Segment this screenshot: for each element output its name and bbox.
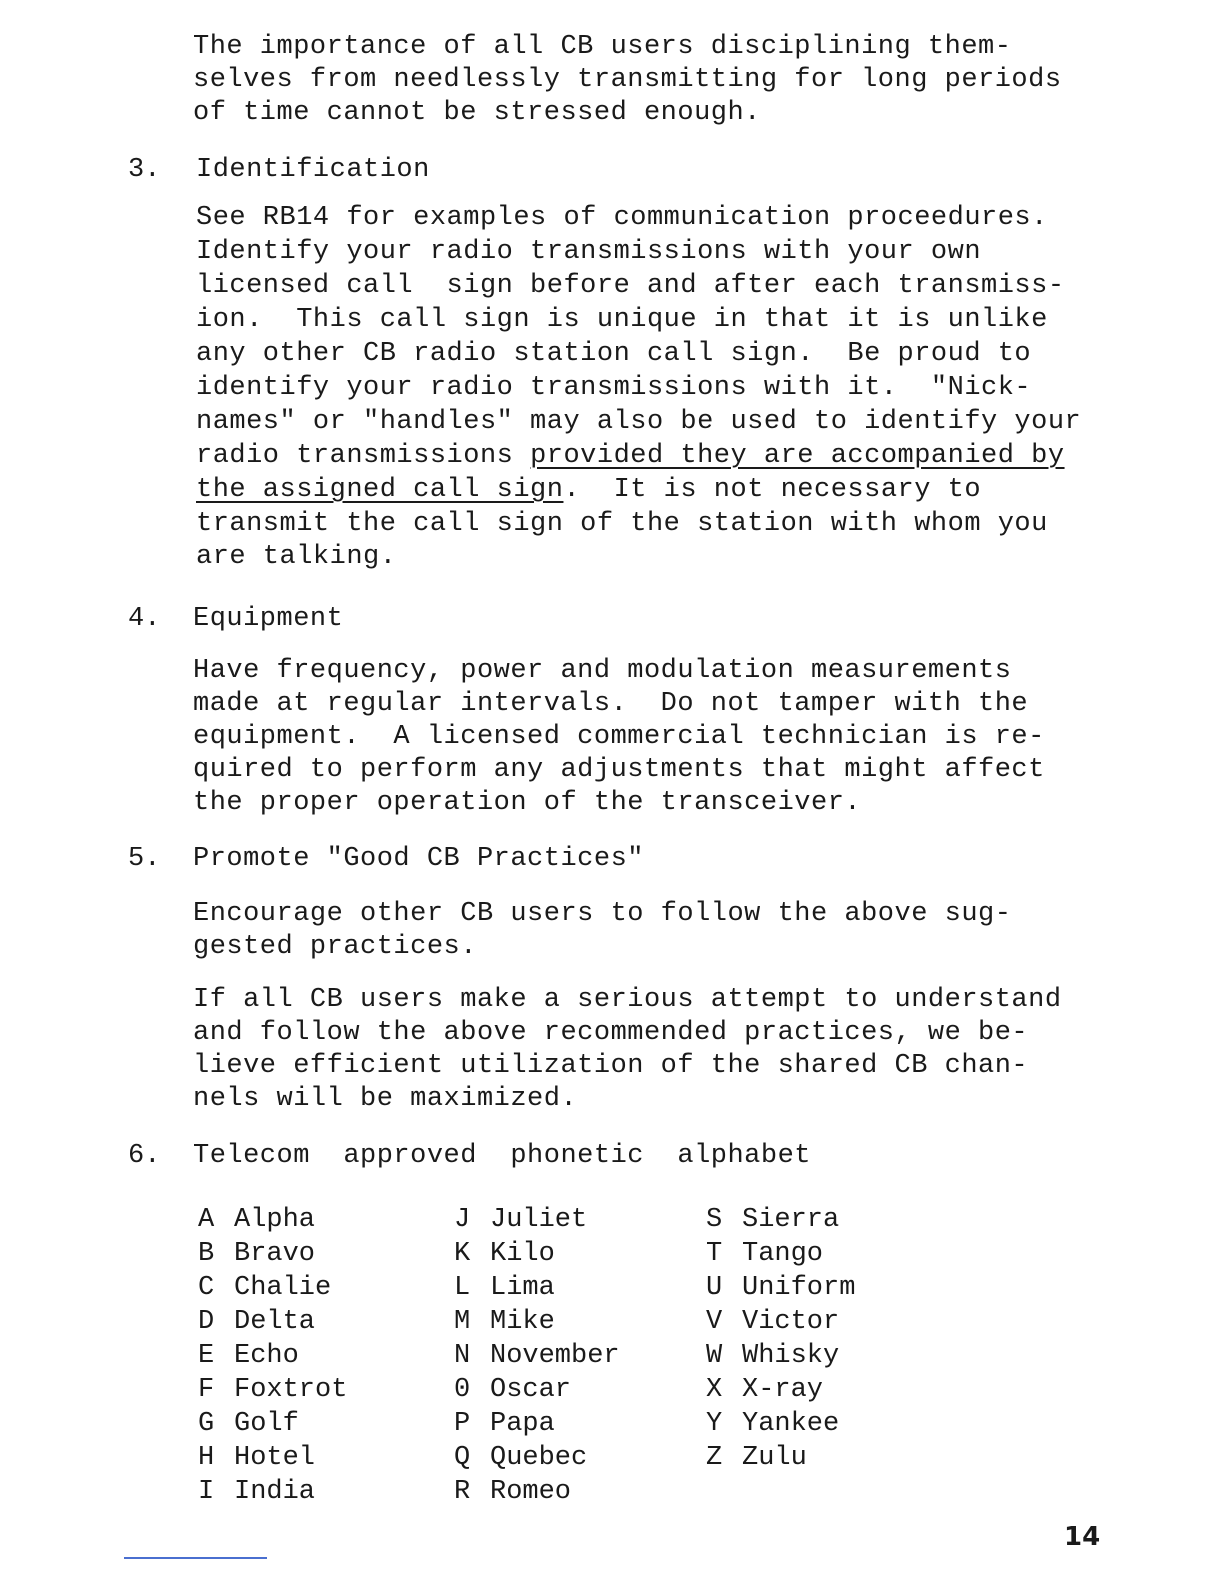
phonetic-word: Echo — [234, 1341, 299, 1371]
phonetic-entry — [454, 1237, 620, 1271]
phonetic-word: Sierra — [742, 1205, 840, 1235]
phonetic-word: Oscar — [490, 1375, 572, 1405]
phonetic-entry — [454, 1407, 620, 1441]
phonetic-letter: L — [454, 1273, 471, 1303]
phonetic-word: Juliet — [490, 1205, 588, 1235]
section-number: 5. — [128, 844, 161, 874]
phonetic-letter: N — [454, 1341, 471, 1371]
phonetic-entry — [706, 1339, 855, 1373]
phonetic-letter: S — [706, 1205, 723, 1235]
phonetic-entry — [454, 1271, 620, 1305]
phonetic-letter: B — [198, 1239, 215, 1269]
paragraph-line: and follow the above recommended practices, we be- — [193, 1018, 1029, 1048]
paragraph-line: gested practices. — [193, 932, 477, 962]
phonetic-entry — [706, 1305, 855, 1339]
paragraph-line: made at regular intervals. Do not tamper with the — [193, 689, 1029, 719]
paragraph-line: Encourage other CB users to follow the above sug- — [193, 899, 1012, 929]
paragraph-line: nels will be maximized. — [193, 1084, 578, 1114]
paragraph-line: the proper operation of the transceiver. — [193, 788, 862, 818]
phonetic-word: Uniform — [742, 1273, 856, 1303]
phonetic-word: X-ray — [742, 1375, 824, 1405]
phonetic-entry — [198, 1203, 347, 1237]
phonetic-entry — [706, 1271, 855, 1305]
phonetic-entry — [198, 1339, 347, 1373]
paragraph-line: See RB14 for examples of communication proceedures. — [196, 203, 1048, 233]
phonetic-entry — [198, 1407, 347, 1441]
phonetic-letter: U — [706, 1273, 723, 1303]
phonetic-letter: J — [454, 1205, 471, 1235]
paragraph-line: transmit the call sign of the station with whom you — [196, 509, 1048, 539]
phonetic-word: Mike — [490, 1307, 555, 1337]
phonetic-word: Victor — [742, 1307, 840, 1337]
phonetic-entry — [706, 1407, 855, 1441]
paragraph-line: lieve efficient utilization of the shared CB chan- — [193, 1051, 1029, 1081]
phonetic-word: Zulu — [742, 1443, 807, 1473]
section-number: 3. — [128, 155, 161, 185]
phonetic-word: November — [490, 1341, 620, 1371]
paragraph-line: equipment. A licensed commercial technician is re- — [193, 722, 1045, 752]
phonetic-word: India — [234, 1477, 316, 1507]
phonetic-letter: C — [198, 1273, 215, 1303]
paragraph-line — [196, 441, 1065, 471]
phonetic-entry — [454, 1373, 620, 1407]
phonetic-entry — [198, 1373, 347, 1407]
phonetic-word: Golf — [234, 1409, 299, 1439]
paragraph-line: are talking. — [196, 542, 397, 572]
plain-text: . It is not necessary to — [563, 475, 982, 505]
phonetic-word: Whisky — [742, 1341, 840, 1371]
intro-line: selves from needlessly transmitting for long periods — [193, 65, 1062, 95]
phonetic-column-1 — [198, 1203, 347, 1509]
phonetic-column-2 — [454, 1203, 620, 1509]
phonetic-letter: X — [706, 1375, 723, 1405]
phonetic-word: Alpha — [234, 1205, 316, 1235]
paragraph-line: licensed call sign before and after each transmiss- — [196, 271, 1065, 301]
phonetic-entry — [706, 1441, 855, 1475]
intro-line: of time cannot be stressed enough. — [193, 98, 761, 128]
phonetic-entry — [706, 1237, 855, 1271]
phonetic-letter: Y — [706, 1409, 723, 1439]
phonetic-entry — [198, 1441, 347, 1475]
phonetic-entry — [454, 1203, 620, 1237]
phonetic-word: Bravo — [234, 1239, 316, 1269]
paragraph-line: If all CB users make a serious attempt to understand — [193, 985, 1062, 1015]
paragraph-line: quired to perform any adjustments that might affect — [193, 755, 1045, 785]
phonetic-letter: Q — [454, 1443, 471, 1473]
section-heading: Promote "Good CB Practices" — [193, 844, 644, 874]
paragraph-line: Identify your radio transmissions with your own — [196, 237, 982, 267]
paragraph-line: identify your radio transmissions with it. "Nick- — [196, 373, 1032, 403]
phonetic-column-3 — [706, 1203, 855, 1475]
phonetic-entry — [198, 1271, 347, 1305]
phonetic-letter: T — [706, 1239, 723, 1269]
phonetic-letter: W — [706, 1341, 723, 1371]
phonetic-entry — [454, 1305, 620, 1339]
phonetic-letter: R — [454, 1477, 471, 1507]
page-number: 14 — [1064, 1522, 1101, 1552]
phonetic-word: Romeo — [490, 1477, 572, 1507]
phonetic-letter: E — [198, 1341, 215, 1371]
footer-rule — [124, 1557, 267, 1559]
phonetic-word: Tango — [742, 1239, 824, 1269]
phonetic-letter: K — [454, 1239, 471, 1269]
phonetic-letter: H — [198, 1443, 215, 1473]
phonetic-letter: G — [198, 1409, 215, 1439]
phonetic-letter: F — [198, 1375, 215, 1405]
phonetic-entry — [198, 1305, 347, 1339]
phonetic-entry — [454, 1441, 620, 1475]
phonetic-entry — [198, 1475, 347, 1509]
section-heading: Telecom approved phonetic alphabet — [193, 1141, 811, 1171]
phonetic-word: Quebec — [490, 1443, 588, 1473]
paragraph-line: names" or "handles" may also be used to identify your — [196, 407, 1082, 437]
section-number: 4. — [128, 604, 161, 634]
section-heading: Equipment — [193, 604, 344, 634]
phonetic-letter: D — [198, 1307, 215, 1337]
phonetic-word: Hotel — [234, 1443, 316, 1473]
phonetic-word: Delta — [234, 1307, 316, 1337]
paragraph-line: ion. This call sign is unique in that it is unlike — [196, 305, 1048, 335]
phonetic-word: Kilo — [490, 1239, 555, 1269]
phonetic-letter: I — [198, 1477, 215, 1507]
phonetic-word: Yankee — [742, 1409, 840, 1439]
phonetic-entry — [198, 1237, 347, 1271]
phonetic-letter: P — [454, 1409, 471, 1439]
phonetic-letter: Z — [706, 1443, 723, 1473]
phonetic-letter: M — [454, 1307, 471, 1337]
phonetic-letter: V — [706, 1307, 723, 1337]
phonetic-word: Lima — [490, 1273, 555, 1303]
phonetic-letter: 0 — [454, 1375, 471, 1405]
section-heading: Identification — [196, 155, 430, 185]
phonetic-entry — [706, 1203, 855, 1237]
section-number: 6. — [128, 1141, 161, 1171]
phonetic-word: Papa — [490, 1409, 555, 1439]
phonetic-letter: A — [198, 1205, 215, 1235]
paragraph-line — [196, 475, 981, 505]
phonetic-entry — [706, 1373, 855, 1407]
phonetic-word: Chalie — [234, 1273, 332, 1303]
phonetic-entry — [454, 1339, 620, 1373]
phonetic-word: Foxtrot — [234, 1375, 348, 1405]
paragraph-line: any other CB radio station call sign. Be proud to — [196, 339, 1032, 369]
underlined-text: provided they are accompanied by — [530, 441, 1065, 471]
paragraph-line: Have frequency, power and modulation measurements — [193, 656, 1012, 686]
phonetic-entry — [454, 1475, 620, 1509]
plain-text: radio transmissions — [196, 441, 531, 471]
intro-line: The importance of all CB users disciplining them- — [193, 32, 1012, 62]
underlined-text: the assigned call sign — [196, 475, 564, 505]
